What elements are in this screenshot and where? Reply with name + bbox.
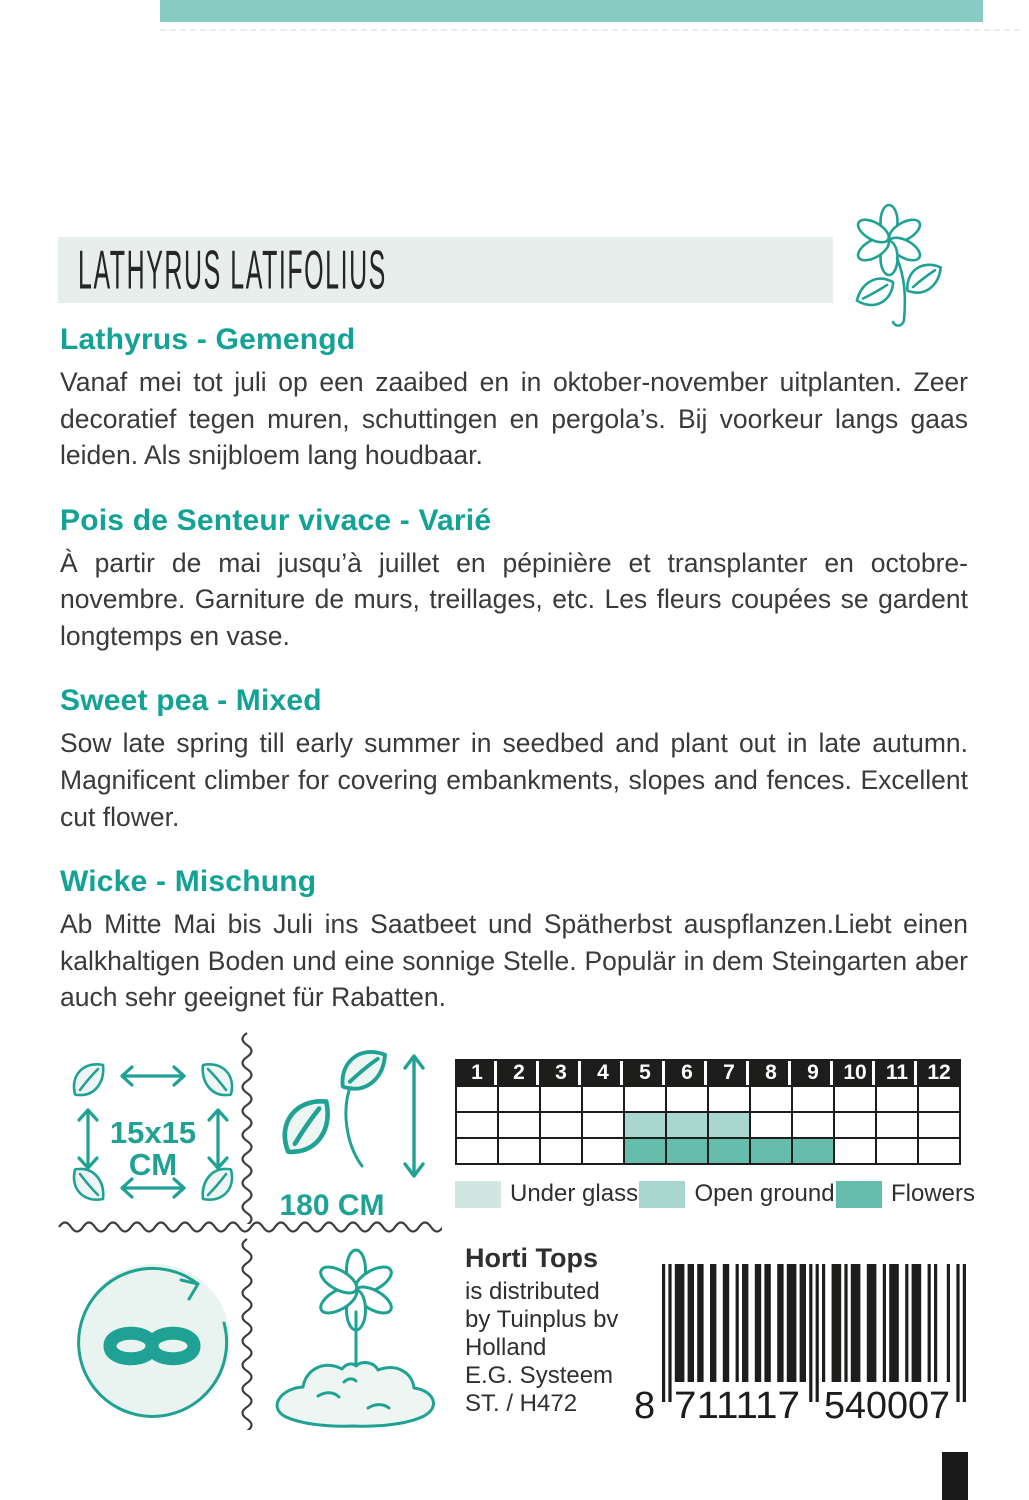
calendar-cell-under-glass-6 (666, 1086, 708, 1112)
calendar-legend (455, 1180, 975, 1208)
sowing-calendar (455, 1059, 961, 1165)
calendar-cell-flowers-10 (834, 1138, 876, 1164)
calendar-month-12: 12 (918, 1060, 960, 1086)
calendar-cell-open-ground-6 (666, 1112, 708, 1138)
calendar-month-8: 8 (750, 1060, 792, 1086)
barcode-bar (736, 1264, 739, 1382)
barcode-bar (742, 1264, 748, 1382)
legend-swatch-under-glass (455, 1181, 501, 1208)
calendar-cell-flowers-7 (708, 1138, 750, 1164)
barcode-bar (668, 1264, 671, 1402)
legend-item-flowers (836, 1180, 975, 1208)
calendar-cell-under-glass-9 (792, 1086, 834, 1112)
barcode-bar (697, 1264, 703, 1382)
section-german (60, 865, 968, 1016)
barcode-bar (928, 1264, 931, 1382)
title-banner (58, 237, 833, 303)
calendar-cell-open-ground-1 (456, 1112, 498, 1138)
flower-leaf-left (856, 272, 894, 311)
distributor-info (465, 1243, 618, 1418)
sowing-calendar-table (455, 1059, 961, 1165)
barcode-digit-first: 8 (634, 1385, 656, 1424)
calendar-cell-under-glass-5 (624, 1086, 666, 1112)
section-english (60, 684, 968, 835)
calendar-month-5: 5 (624, 1060, 666, 1086)
calendar-month-7: 7 (708, 1060, 750, 1086)
section-heading-english: Sweet pea - Mixed (60, 684, 322, 718)
height-value: 180 CM (279, 1189, 385, 1222)
calendar-cell-flowers-8 (750, 1138, 792, 1164)
calendar-cell-open-ground-12 (918, 1112, 960, 1138)
barcode-bar (844, 1264, 847, 1382)
description-sections (60, 323, 968, 1046)
calendar-month-2: 2 (498, 1060, 540, 1086)
calendar-cell-open-ground-3 (540, 1112, 582, 1138)
calendar-row-under-glass (456, 1086, 960, 1112)
distributor-line-1: is distributed (465, 1278, 600, 1305)
calendar-cell-open-ground-10 (834, 1112, 876, 1138)
distributor-line-2: by Tuinplus bv (465, 1306, 619, 1333)
barcode-digits-left: 711117 (674, 1385, 800, 1424)
section-heading-french: Pois de Senteur vivace - Varié (60, 503, 492, 537)
calendar-cell-open-ground-9 (792, 1112, 834, 1138)
legend-label-open-ground: Open ground (694, 1180, 835, 1207)
barcode-bar (905, 1264, 908, 1382)
flower-on-mound-icon (256, 1246, 451, 1441)
calendar-cell-flowers-11 (876, 1138, 918, 1164)
distributor-line-3: Holland (465, 1334, 547, 1361)
soil-mound (277, 1363, 433, 1427)
legend-swatch-open-ground (639, 1181, 685, 1208)
barcode-bar (934, 1264, 937, 1382)
divider-squiggle-vertical-top (239, 1032, 255, 1224)
barcode-digits-right: 540007 (824, 1385, 950, 1424)
distributor-line-5: ST. / H472 (465, 1390, 578, 1417)
barcode-bar (787, 1264, 797, 1382)
legend-item-under-glass (455, 1180, 638, 1208)
height-arrow (405, 1056, 423, 1176)
section-heading-dutch: Lathyrus - Gemengd (60, 323, 356, 356)
calendar-cell-under-glass-12 (918, 1086, 960, 1112)
calendar-cell-open-ground-11 (876, 1112, 918, 1138)
spacing-unit: CM (128, 1147, 178, 1182)
barcode-bar (800, 1264, 806, 1382)
distributor-line-4: E.G. Systeem (465, 1362, 614, 1389)
barcode-bar (764, 1264, 770, 1382)
calendar-cell-open-ground-5 (624, 1112, 666, 1138)
barcode-bar (688, 1264, 694, 1382)
section-dutch (60, 323, 968, 474)
calendar-month-4: 4 (582, 1060, 624, 1086)
perforation-line (160, 29, 1020, 31)
section-body-german: Ab Mitte Mai bis Juli ins Saatbeet und Spätherbst auspflanzen.Liebt einen kalkhaltigen Boden und eine sonnige Stelle. Populär in dem Steingarten aber auch sehr geeignet für Rabatten. (60, 909, 968, 1013)
distributor-name: Horti Tops (465, 1243, 598, 1273)
calendar-month-10: 10 (834, 1060, 876, 1086)
calendar-cell-open-ground-2 (498, 1112, 540, 1138)
barcode-graphic (632, 1262, 968, 1424)
ean13-barcode (632, 1262, 968, 1429)
calendar-cell-under-glass-4 (582, 1086, 624, 1112)
section-body-french: À partir de mai jusqu’à juillet en pépinière et transplanter en octobre-novembre. Garniture de murs, treillages, etc. Les fleurs coupées se gardent longtemps en vase. (60, 547, 968, 651)
calendar-cell-open-ground-4 (582, 1112, 624, 1138)
calendar-month-9: 9 (792, 1060, 834, 1086)
barcode-bar (809, 1264, 812, 1402)
barcode-bar (822, 1264, 825, 1382)
calendar-cell-flowers-12 (918, 1138, 960, 1164)
calendar-row-open-ground (456, 1112, 960, 1138)
calendar-month-3: 3 (540, 1060, 582, 1086)
barcode-bar (947, 1264, 950, 1382)
calendar-cell-flowers-5 (624, 1138, 666, 1164)
flower-petals (854, 205, 923, 275)
print-registration-mark (942, 1452, 968, 1500)
calendar-cell-flowers-1 (456, 1138, 498, 1164)
calendar-cell-under-glass-2 (498, 1086, 540, 1112)
calendar-month-11: 11 (876, 1060, 918, 1086)
plant-spacing-icon (58, 1046, 248, 1218)
calendar-row-flowers (456, 1138, 960, 1164)
divider-squiggle-horizontal (58, 1219, 442, 1235)
legend-item-open-ground (639, 1180, 834, 1208)
barcode-bar (723, 1264, 729, 1382)
barcode-bar (956, 1264, 959, 1402)
spacing-value: 15x15 (109, 1115, 197, 1150)
barcode-bar (889, 1264, 899, 1382)
page-title: LATHYRUS LATIFOLIUS (78, 238, 387, 300)
legend-swatch-flowers (836, 1181, 882, 1208)
calendar-cell-under-glass-7 (708, 1086, 750, 1112)
calendar-cell-under-glass-11 (876, 1086, 918, 1112)
calendar-cell-open-ground-7 (708, 1112, 750, 1138)
top-color-bar (160, 0, 983, 22)
barcode-bar (816, 1264, 819, 1402)
calendar-cell-under-glass-8 (750, 1086, 792, 1112)
plant-height-icon (262, 1044, 447, 1222)
barcode-bar (675, 1264, 685, 1382)
perennial-cycle-icon (62, 1250, 242, 1435)
barcode-bar (963, 1264, 966, 1402)
barcode-bar (912, 1264, 922, 1382)
calendar-cell-flowers-6 (666, 1138, 708, 1164)
legend-label-under-glass: Under glass (510, 1180, 639, 1207)
barcode-bar (710, 1264, 716, 1382)
flower-leaf-right (906, 261, 941, 297)
barcode-bar (662, 1264, 665, 1402)
section-body-dutch: Vanaf mei tot juli op een zaaibed en in oktober-november uitplanten. Zeer decoratief tegen muren, schuttingen en pergola’s. Bij voorkeur langs gaas leiden. Als snijbloem lang houdbaar. (60, 367, 968, 471)
calendar-cell-flowers-4 (582, 1138, 624, 1164)
barcode-bar (867, 1264, 877, 1382)
calendar-cell-flowers-3 (540, 1138, 582, 1164)
barcode-bar (832, 1264, 842, 1382)
legend-label-flowers: Flowers (890, 1180, 975, 1207)
calendar-cell-under-glass-1 (456, 1086, 498, 1112)
calendar-cell-under-glass-10 (834, 1086, 876, 1112)
barcode-bar (851, 1264, 861, 1382)
barcode-bar (755, 1264, 761, 1382)
calendar-cell-under-glass-3 (540, 1086, 582, 1112)
calendar-cell-open-ground-8 (750, 1112, 792, 1138)
flower-illustration-icon (845, 202, 950, 327)
calendar-cell-flowers-9 (792, 1138, 834, 1164)
calendar-month-6: 6 (666, 1060, 708, 1086)
calendar-cell-flowers-2 (498, 1138, 540, 1164)
barcode-bar (883, 1264, 886, 1382)
section-french (60, 504, 968, 655)
section-body-english: Sow late spring till early summer in seedbed and plant out in late autumn. Magnificent climber for covering embankments, slopes and fences. Excellent cut flower. (60, 728, 968, 832)
section-heading-german: Wicke - Mischung (60, 865, 317, 899)
barcode-bar (777, 1264, 783, 1382)
calendar-month-1: 1 (456, 1060, 498, 1086)
